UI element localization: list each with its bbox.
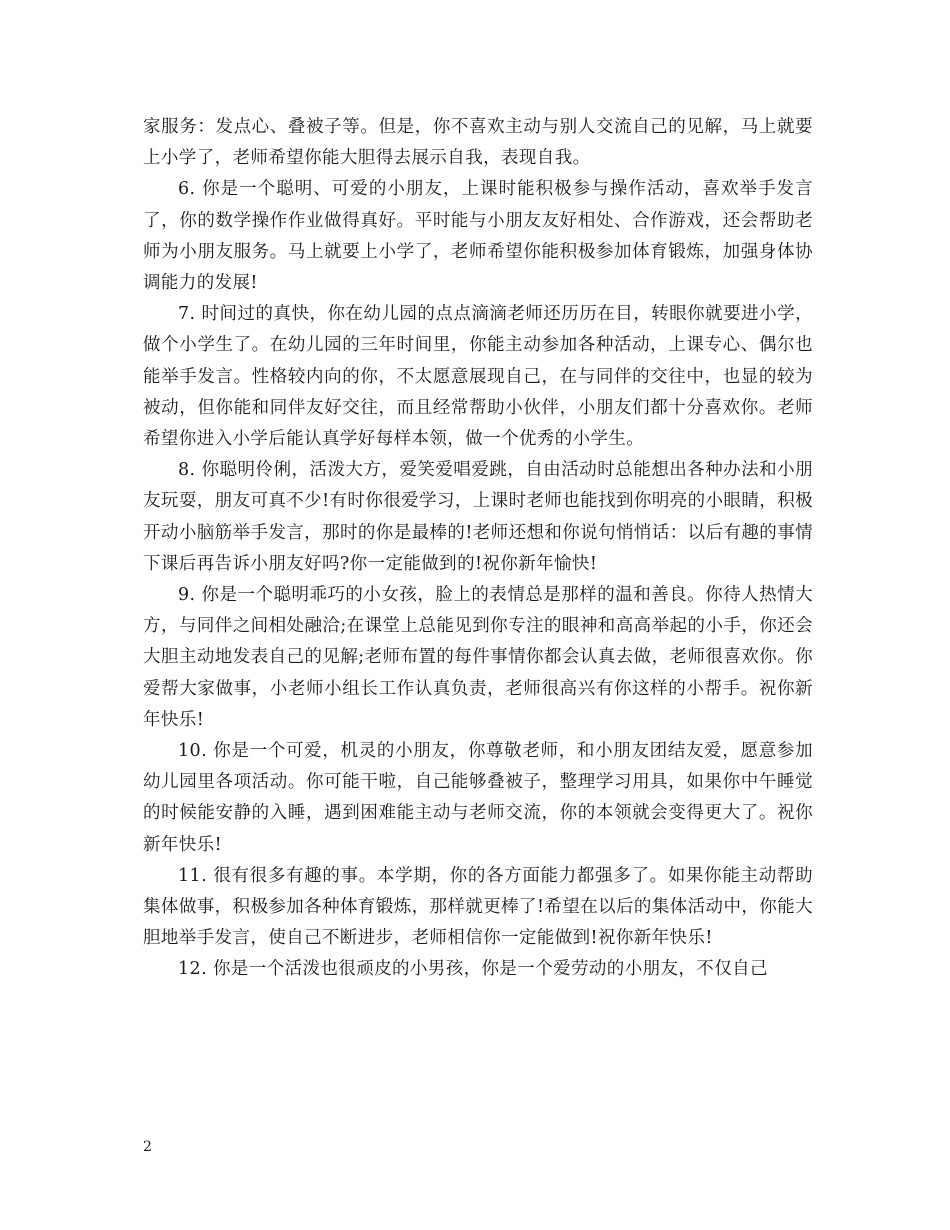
paragraph-item-11: 11. 很有很多有趣的事。本学期，你的各方面能力都强多了。如果你能主动帮助集体做事，积极参加各种体育锻炼，那样就更棒了!希望在以后的集体活动中，你能大胆地举手发言，使自己不断进步，老师相信你一定能做到!祝你新年快乐! — [143, 865, 813, 949]
paragraph-item-8: 8. 你聪明伶俐，活泼大方，爱笑爱唱爱跳，自由活动时总能想出各种办法和小朋友玩耍，朋友可真不少!有时你很爱学习，上课时老师也能找到你明亮的小眼睛，积极开动小脑筋举手发言，那时的你是最棒的!老师还想和你说句悄悄话：以后有趣的事情下课后再告诉小朋友好吗?你一定能做到的!祝你新年愉快! — [143, 460, 813, 574]
paragraph-item-9: 9. 你是一个聪明乖巧的小女孩，脸上的表情总是那样的温和善良。你待人热情大方，与同伴之间相处融洽;在课堂上总能见到你专注的眼神和高高举起的小手，你还会大胆主动地发表自己的见解;老师布置的每件事情你都会认真去做，老师很喜欢你。你爱帮大家做事，小老师小组长工作认真负责，老师很高兴有你这样的小帮手。祝你新年快乐! — [143, 585, 813, 730]
paragraph-item-10: 10. 你是一个可爱，机灵的小朋友，你尊敬老师，和小朋友团结友爱，愿意参加幼儿园里各项活动。你可能干啦，自己能够叠被子，整理学习用具，如果你中午睡觉的时候能安静的入睡，遇到困难能主动与老师交流，你的本领就会变得更大了。祝你新年快乐! — [143, 741, 813, 855]
paragraph-item-6: 6. 你是一个聪明、可爱的小朋友，上课时能积极参与操作活动，喜欢举手发言了，你的数学操作作业做得真好。平时能与小朋友友好相处、合作游戏，还会帮助老师为小朋友服务。马上就要上小学了，老师希望你能积极参加体育锻炼，加强身体协调能力的发展! — [143, 179, 813, 294]
paragraph-continued: 家服务：发点心、叠被子等。但是，你不喜欢主动与别人交流自己的见解，马上就要上小学了，老师希望你能大胆得去展示自我，表现自我。 — [143, 117, 813, 169]
paragraph-item-7: 7. 时间过的真快，你在幼儿园的点点滴滴老师还历历在目，转眼你就要进小学，做个小学生了。在幼儿园的三年时间里，你能主动参加各种活动，上课专心、偶尔也能举手发言。性格较内向的你，不太愿意展现自己，在与同伴的交往中，也显的较为被动，但你能和同伴友好交往，而且经常帮助小伙伴，小朋友们都十分喜欢你。老师希望你进入小学后能认真学好每样本领，做一个优秀的小学生。 — [143, 304, 813, 450]
document-body — [143, 112, 813, 986]
paragraph-item-12: 12. 你是一个活泼也很顽皮的小男孩，你是一个爱劳动的小朋友，不仅自己 — [178, 959, 768, 980]
page-number: 2 — [143, 1139, 152, 1155]
